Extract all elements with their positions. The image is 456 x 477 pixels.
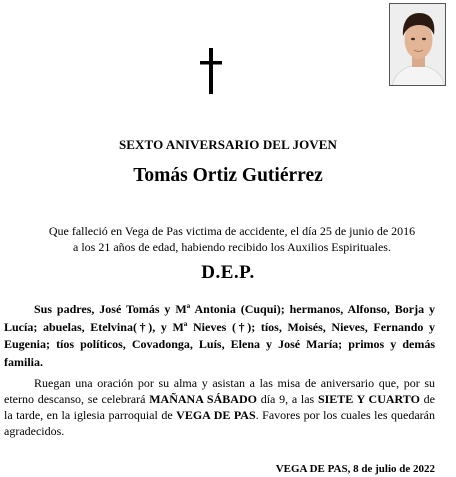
deceased-photo [389, 3, 446, 86]
prayer-text-3: de la tarde, en la iglesia parroquial de [4, 392, 435, 422]
mass-invitation [4, 375, 435, 439]
death-notice-intro [8, 223, 456, 255]
anniversary-title: SEXTO ANIVERSARIO DEL JOVEN [118, 137, 338, 152]
intro-line-1: Que falleció en Vega de Pas victima de accidente, el día 25 de junio de 2016 [48, 224, 416, 238]
intro-line-2: a los 21 años de edad, habiendo recibido los Auxilios Espirituales. [73, 240, 391, 254]
mass-place: VEGA DE PAS [176, 408, 256, 422]
dep-heading: D.E.P. [201, 262, 255, 283]
mass-day: MAÑANA SÁBADO [149, 392, 257, 406]
prayer-text-4: . Favores por los cuales les quedarán agradecidos. [4, 408, 435, 438]
family-list: Sus padres, José Tomás y Mª Antonia (Cuqui); hermanos, Alfonso, Borja y Lucía; abuelas, Etelvina(†), y Mª Nieves (†); tíos, Moisés, Nieves, Fernando y Eugenia; tíos políticos, Covadonga, Luís, Elena y José María; primos y demás familia. [4, 302, 435, 369]
portrait-photo-icon [390, 4, 446, 86]
deceased-name: Tomás Ortiz Gutiérrez [133, 165, 323, 186]
prayer-text-1: Ruegan una oración por su alma y asistan a las misa de aniversario que, por su eterno descanso, se celebrará [4, 376, 435, 406]
latin-cross-icon [197, 48, 225, 94]
prayer-text-2: día 9, a las [256, 392, 318, 406]
mass-time: SIETE Y CUARTO [317, 392, 420, 406]
place-date-line: VEGA DE PAS, 8 de julio de 2022 [275, 463, 435, 475]
